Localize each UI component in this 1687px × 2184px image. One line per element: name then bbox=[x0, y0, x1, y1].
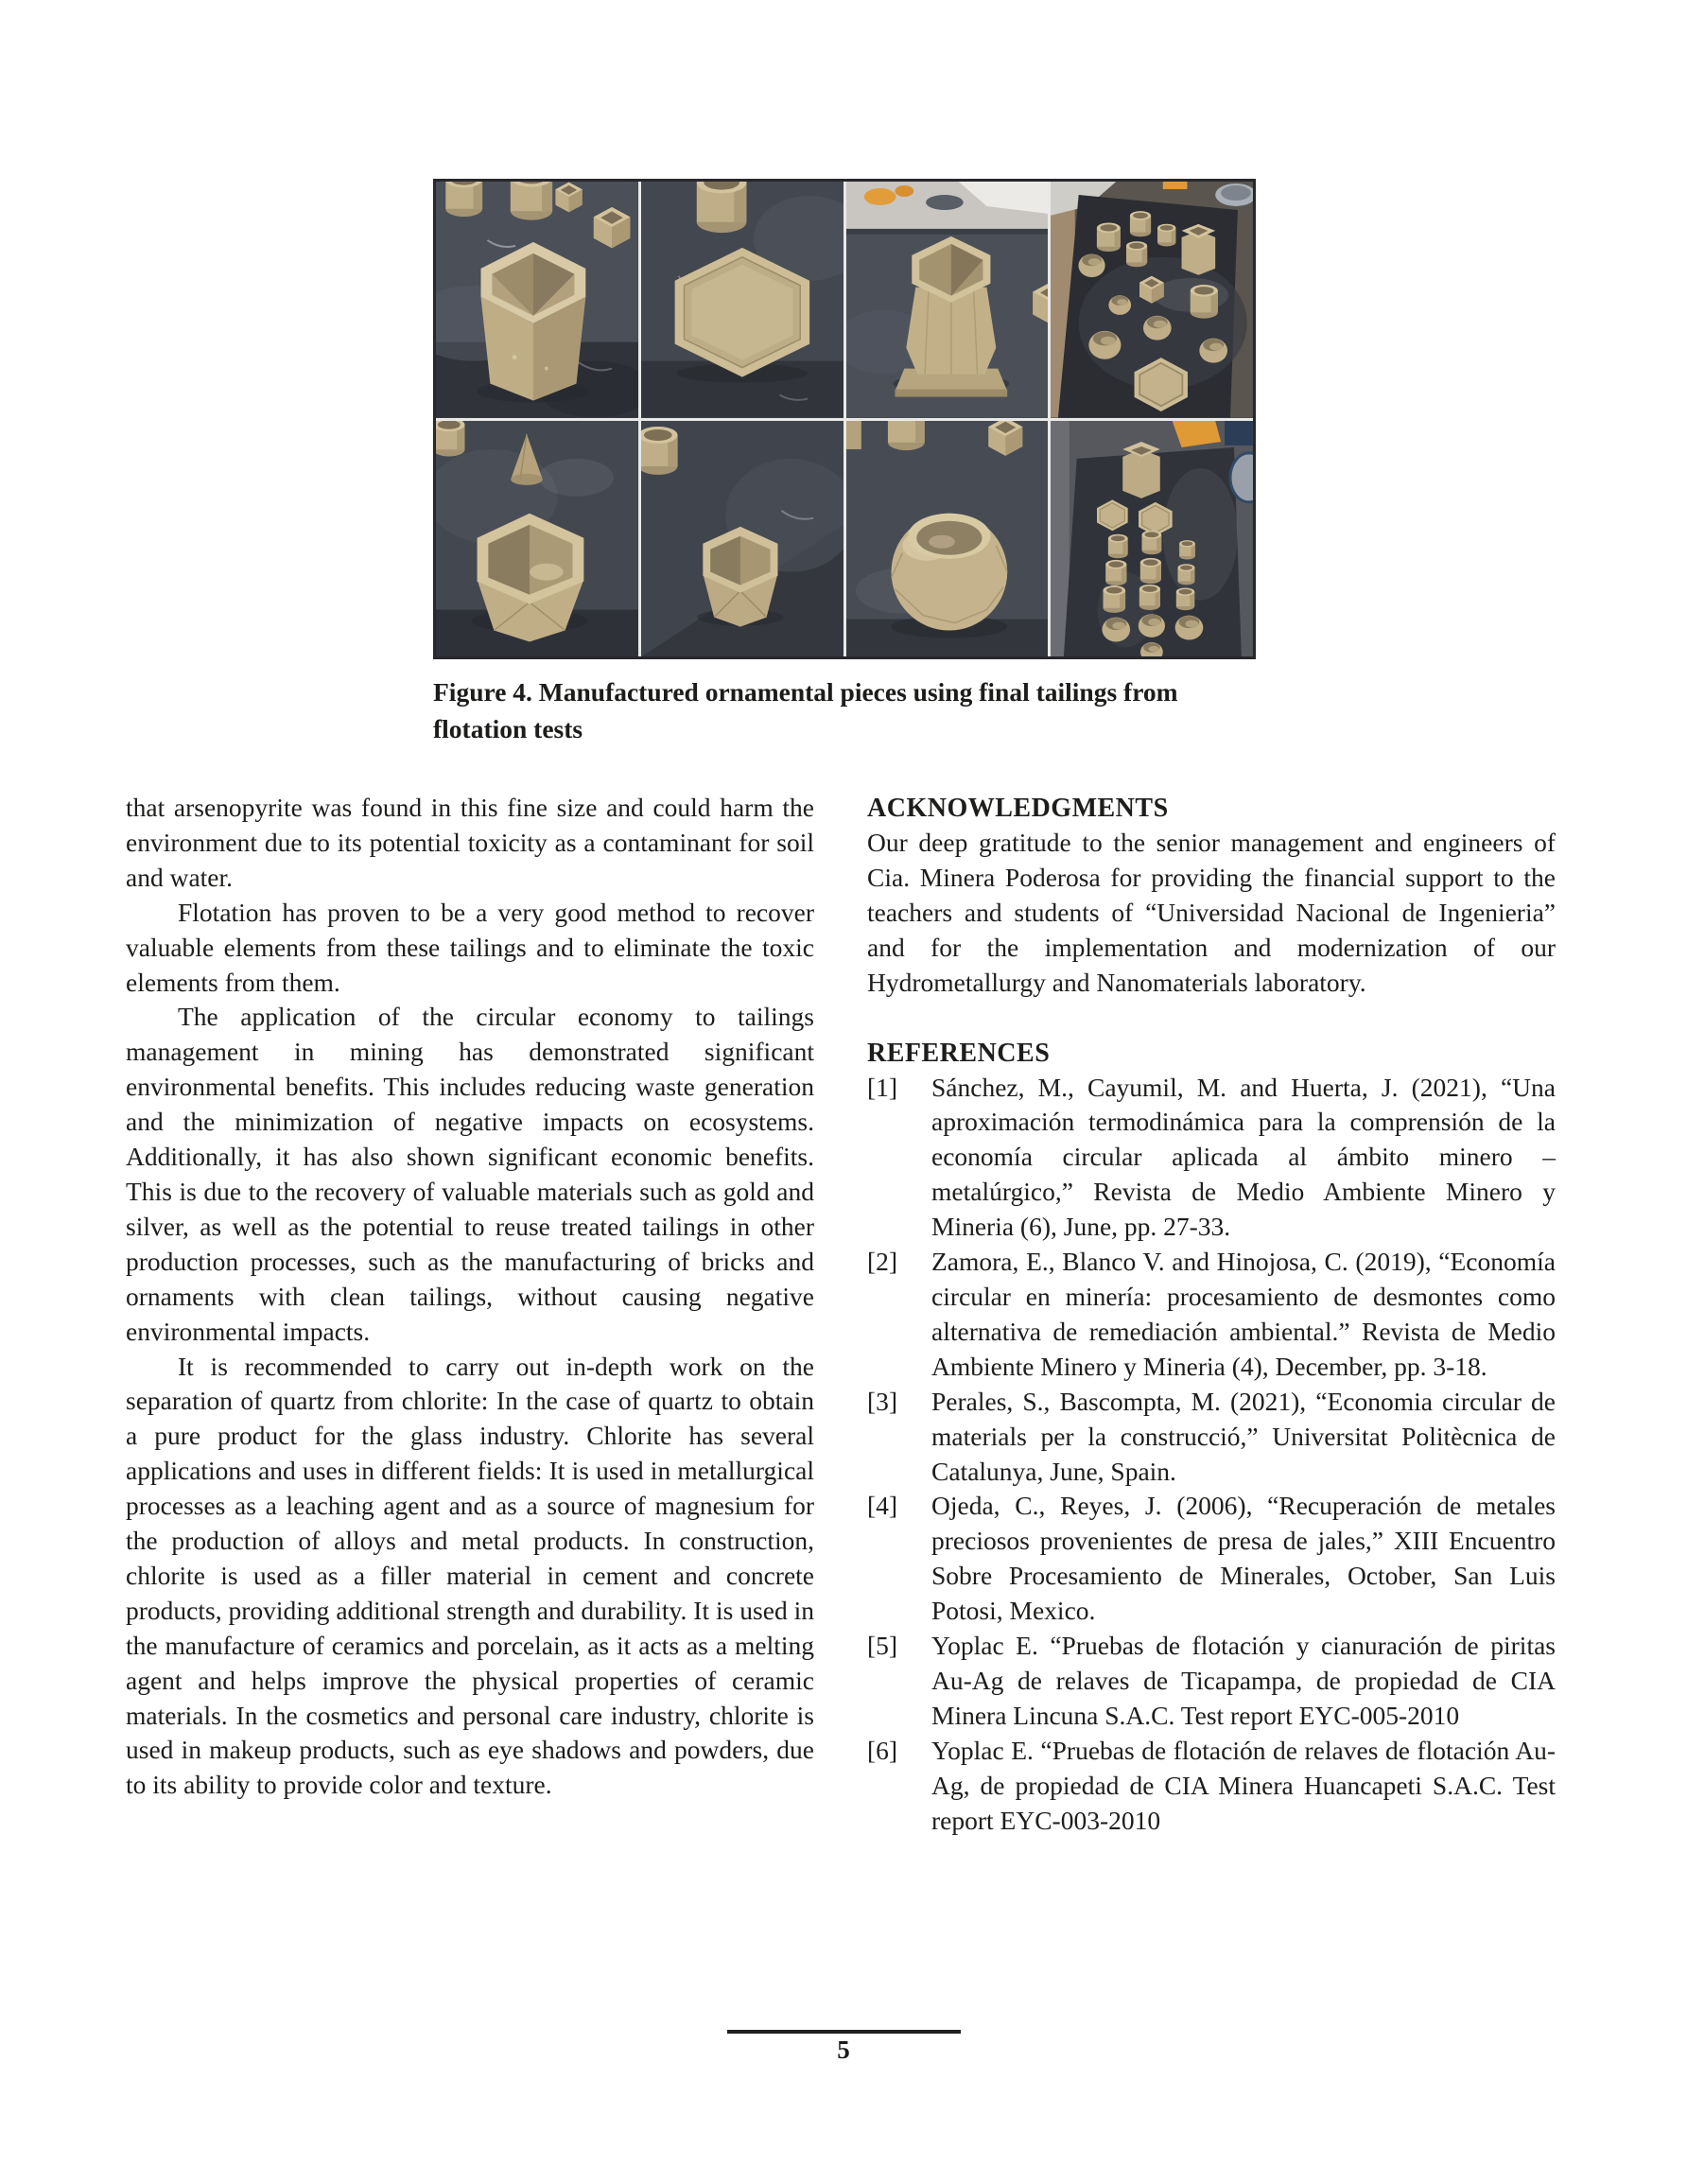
figure-photo-hexagonal-planter bbox=[436, 182, 638, 418]
body-paragraph: that arsenopyrite was found in this fine size and could harm the environment due to its potential toxicity as a contaminant for soil and water. bbox=[126, 793, 814, 892]
acknowledgments-body: Our deep gratitude to the senior management and engineers of Cia. Minera Poderosa for providing the financial support to the teachers and students of “Universidad Nacional de Ingenieria” and for the implementation and modernization of our Hydrometallurgy and Nanomaterials laboratory. bbox=[867, 828, 1556, 997]
body-paragraph: It is recommended to carry out in-depth work on the separation of quartz from chlorite: In the case of quartz to obtain a pure product for the glass industry. Chlorite has several applications and uses in different fields: It is used in metallurgical processes as a leaching agent and as a source of magnesium for the production of alloys and metal products. In construction, chlorite is used as a filler material in cement and concrete products, providing additional strength and durability. It is used in the manufacture of ceramics and porcelain, as it acts as a melting agent and helps improve the physical properties of ceramic materials. In the cosmetics and personal care industry, chlorite is used in makeup products, such as eye shadows and powders, due to its ability to provide color and texture. bbox=[126, 1351, 814, 1800]
figure-photo-faceted-bowl bbox=[436, 421, 638, 657]
reference-item bbox=[867, 1245, 1556, 1385]
figure-caption: Figure 4. Manufactured ornamental pieces using final tailings from flotation tests bbox=[433, 677, 1178, 743]
two-column-text bbox=[126, 791, 1557, 1838]
body-paragraph: Flotation has proven to be a very good method to recover valuable elements from these tailings and to eliminate the toxic elements from them. bbox=[126, 897, 814, 997]
figure-photo-pot-collection bbox=[1051, 182, 1253, 418]
reference-text: Zamora, E., Blanco V. and Hinojosa, C. (2019), “Economía circular en minería: procesamiento de desmontes como alternativa de remediación ambiental.” Revista de Medio Ambiente Minero y Mineria (4), December, pp. 3-18. bbox=[931, 1247, 1556, 1381]
footer-divider bbox=[727, 2030, 961, 2034]
figure-photo-round-faceted-planter bbox=[846, 421, 1049, 657]
reference-number: [1] bbox=[867, 1072, 898, 1102]
body-paragraph: The application of the circular economy to tailings management in mining has demonstrated significant environmental benefits. This includes reducing waste generation and the minimization of negative impacts on ecosystems. Additionally, it has also shown significant economic benefits. This is due to the recovery of valuable materials such as gold and silver, as well as the potential to reuse treated tailings in other production processes, such as the manufacturing of bricks and ornaments with clean tailings, without causing negative environmental impacts. bbox=[126, 1002, 814, 1346]
references-heading: REFERENCES bbox=[867, 1038, 1051, 1068]
reference-number: [5] bbox=[867, 1631, 898, 1661]
reference-text: Perales, S., Bascompta, M. (2021), “Economia circular de materials per la construcció,” Universitat Politècnica de Catalunya, June, Spain. bbox=[931, 1386, 1556, 1486]
figure-photo-small-pots-grid bbox=[1051, 421, 1253, 657]
reference-item bbox=[867, 1629, 1556, 1734]
figure-photo-small-faceted-pot bbox=[641, 421, 844, 657]
reference-item bbox=[867, 1734, 1556, 1839]
right-column bbox=[867, 791, 1556, 1838]
reference-text: Ojeda, C., Reyes, J. (2006), “Recuperación de metales preciosos provenientes de presa de jales,” XIII Encuentro Sobre Procesamiento de Minerales, October, San Luis Potosi, Mexico. bbox=[931, 1491, 1556, 1626]
reference-text: Sánchez, M., Cayumil, M. and Huerta, J. (2021), “Una aproximación termodinámica para la comprensión de la economía circular aplicada al ámbito minero – metalúrgico,” Revista de Medio Ambiente Minero y Mineria (6), June, pp. 27-33. bbox=[931, 1072, 1556, 1242]
figure-photo-hexagonal-tray bbox=[641, 182, 844, 418]
acknowledgments-heading: ACKNOWLEDGMENTS bbox=[867, 794, 1169, 823]
reference-item bbox=[867, 1385, 1556, 1490]
page-number: 5 bbox=[837, 2035, 850, 2064]
reference-number: [4] bbox=[867, 1491, 898, 1521]
reference-number: [6] bbox=[867, 1735, 898, 1765]
figure-4-photo-collage bbox=[433, 179, 1256, 659]
reference-number: [3] bbox=[867, 1386, 898, 1416]
reference-item bbox=[867, 1071, 1556, 1246]
figure-photo-hexagonal-vase bbox=[846, 182, 1049, 418]
reference-number: [2] bbox=[867, 1247, 898, 1277]
reference-text: Yoplac E. “Pruebas de flotación y cianuración de piritas Au-Ag de relaves de Ticapampa, de propiedad de CIA Minera Lincuna S.A.C. Test report EYC-005-2010 bbox=[931, 1631, 1556, 1730]
reference-text: Yoplac E. “Pruebas de flotación de relaves de flotación Au-Ag, de propiedad de CIA Minera Huancapeti S.A.C. Test report EYC-003-2010 bbox=[931, 1735, 1556, 1835]
left-column bbox=[126, 791, 814, 1838]
reference-item bbox=[867, 1489, 1556, 1629]
